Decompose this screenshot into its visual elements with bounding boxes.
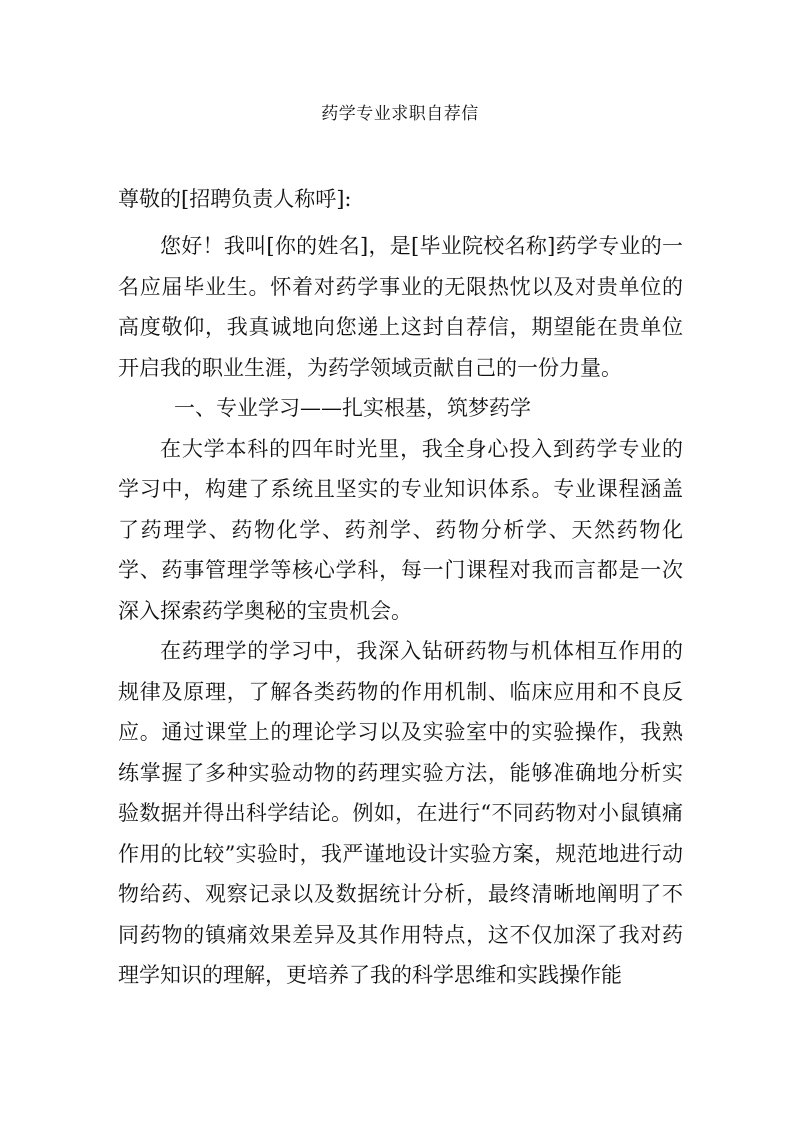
- study-paragraph: 在大学本科的四年时光里，我全身心投入到药学专业的学习中，构建了系统且坚实的专业知识体系。专业课程涵盖了药理学、药物化学、药剂学、药物分析学、天然药物化学、药事管理学等核心学科，每一门课程对我而言都是一次深入探索药学奥秘的宝贵机会。: [118, 436, 683, 623]
- letter-body: [118, 226, 683, 996]
- section-heading: 一、专业学习——扎实根基，筑梦药学: [174, 396, 531, 420]
- salutation: 尊敬的[招聘负责人称呼]:: [118, 187, 352, 211]
- intro-paragraph: 您好！我叫[你的姓名]，是[毕业院校名称]药学专业的一名应届毕业生。怀着对药学事业的无限热忱以及对贵单位的高度敬仰，我真诚地向您递上这封自荐信，期望能在贵单位开启我的职业生涯，为药学领域贡献自己的一份力量。: [118, 234, 683, 380]
- pharmacology-paragraph: 在药理学的学习中，我深入钻研药物与机体相互作用的规律及原理，了解各类药物的作用机制、临床应用和不良反应。通过课堂上的理论学习以及实验室中的实验操作，我熟练掌握了多种实验动物的药理实验方法，能够准确地分析实验数据并得出科学结论。例如，在进行“不同药物对小鼠镇痛作用的比较”实验时，我严谨地设计实验方案，规范地进行动物给药、观察记录以及数据统计分析，最终清晰地阐明了不同药物的镇痛效果差异及其作用特点，这不仅加深了我对药理学知识的理解，更培养了我的科学思维和实践操作能: [118, 639, 683, 987]
- document-title: 药学专业求职自荐信: [321, 104, 479, 124]
